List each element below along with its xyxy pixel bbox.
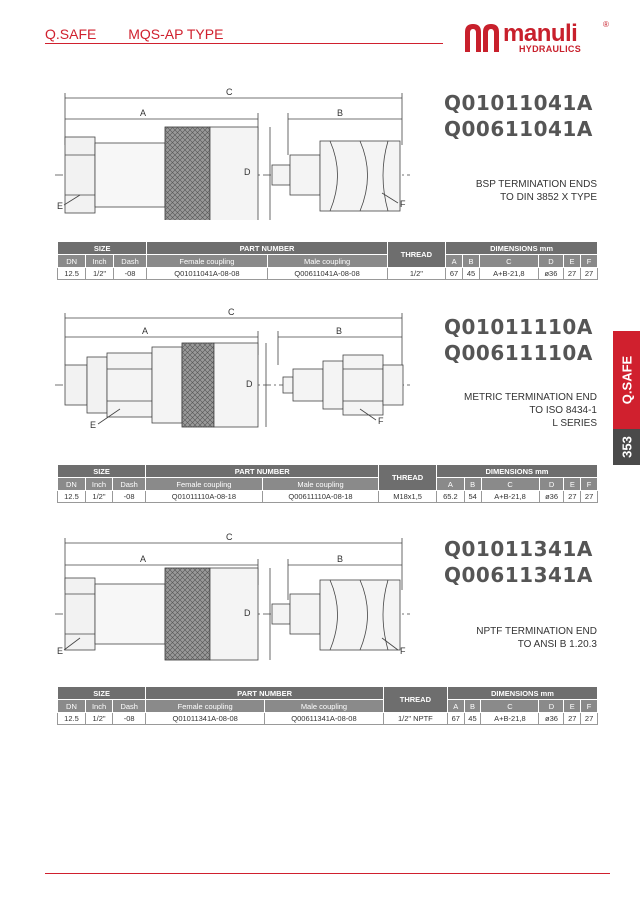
dim-a-label: A xyxy=(140,108,147,118)
side-page-number xyxy=(613,429,640,465)
th-f: F xyxy=(581,478,598,491)
th-d: D xyxy=(538,255,563,268)
cell-c: A+B-21,8 xyxy=(479,268,538,280)
cell-d: ø36 xyxy=(539,713,564,725)
th-b: B xyxy=(464,478,481,491)
manuli-logo xyxy=(463,20,613,56)
th-part-number: PART NUMBER xyxy=(147,242,387,255)
section1-desc-line: BSP TERMINATION ENDS xyxy=(475,179,597,190)
logo-sub: HYDRAULICS xyxy=(519,44,582,54)
th-dn: DN xyxy=(58,700,86,713)
th-thread: THREAD xyxy=(383,687,447,713)
th-size: SIZE xyxy=(58,687,146,700)
section1-desc xyxy=(476,178,597,204)
th-e: E xyxy=(564,700,581,713)
cell-male: Q00611110A-08-18 xyxy=(262,491,379,503)
footer-rule xyxy=(45,873,610,874)
cell-f: 27 xyxy=(581,491,598,503)
th-dash: Dash xyxy=(113,700,146,713)
th-inch: Inch xyxy=(85,700,112,713)
page-number: 353 xyxy=(619,436,634,458)
cell-female: Q01011041A-08-08 xyxy=(147,268,267,280)
section3-desc-line: TO ANSI B 1.20.3 xyxy=(517,639,597,650)
th-b: B xyxy=(464,700,481,713)
table-row xyxy=(58,268,598,280)
th-a: A xyxy=(446,255,463,268)
dim-f-label: F xyxy=(400,646,406,656)
th-part-number: PART NUMBER xyxy=(146,687,384,700)
section3-table xyxy=(57,686,598,725)
header-rule xyxy=(45,43,443,44)
section2-table xyxy=(57,464,598,503)
cell-a: 67 xyxy=(447,713,464,725)
section3-code-male: Q00611341A xyxy=(444,563,593,587)
cell-dn: 12.5 xyxy=(58,491,86,503)
th-inch: Inch xyxy=(85,478,112,491)
cell-dash: -08 xyxy=(113,491,146,503)
th-male: Male coupling xyxy=(265,700,384,713)
cell-male: Q00611341A-08-08 xyxy=(265,713,384,725)
dim-e-label: E xyxy=(90,420,97,430)
section3-codes xyxy=(444,536,593,588)
section1-desc-line: TO DIN 3852 X TYPE xyxy=(500,192,597,203)
th-part-number: PART NUMBER xyxy=(146,465,379,478)
cell-e: 27 xyxy=(564,491,581,503)
header-type: MQS-AP TYPE xyxy=(128,26,224,42)
cell-c: A+B-21,8 xyxy=(481,491,539,503)
manuli-mark-icon xyxy=(463,22,503,54)
section1-codes xyxy=(444,90,593,142)
section1-code-female: Q01011041A xyxy=(444,91,593,115)
th-a: A xyxy=(447,700,464,713)
th-size: SIZE xyxy=(58,465,146,478)
section2-desc-line: METRIC TERMINATION END xyxy=(464,392,597,403)
side-tab-label: Q.SAFE xyxy=(619,355,634,405)
dim-c-label: C xyxy=(228,307,235,317)
section1-drawing xyxy=(0,85,420,220)
th-e: E xyxy=(564,255,581,268)
header-brand: Q.SAFE xyxy=(45,26,97,42)
th-male: Male coupling xyxy=(267,255,387,268)
th-dimensions: DIMENSIONS mm xyxy=(436,465,597,478)
section3-desc xyxy=(476,625,597,651)
cell-female: Q01011110A-08-18 xyxy=(146,491,263,503)
th-dash: Dash xyxy=(113,255,147,268)
dim-e-label: E xyxy=(57,201,64,211)
section1-table xyxy=(57,241,598,280)
section3-desc-line: NPTF TERMINATION END xyxy=(476,626,597,637)
th-c: C xyxy=(481,478,539,491)
cell-thread: M18x1,5 xyxy=(379,491,437,503)
th-dimensions: DIMENSIONS mm xyxy=(447,687,597,700)
section2-codes xyxy=(444,314,593,366)
th-b: B xyxy=(463,255,480,268)
th-dash: Dash xyxy=(113,478,146,491)
page-header xyxy=(45,26,223,42)
section2-desc xyxy=(464,391,597,430)
side-tab xyxy=(613,331,640,429)
th-dn: DN xyxy=(58,255,86,268)
cell-inch: 1/2" xyxy=(85,713,112,725)
dim-e-label: E xyxy=(57,646,64,656)
table-row xyxy=(58,713,598,725)
cell-female: Q01011341A-08-08 xyxy=(146,713,265,725)
dim-d-label: D xyxy=(244,167,251,177)
section1-code-male: Q00611041A xyxy=(444,117,593,141)
dim-f-label: F xyxy=(400,199,406,209)
cell-d: ø36 xyxy=(539,491,564,503)
cell-f: 27 xyxy=(581,713,598,725)
section2-drawing xyxy=(0,305,420,440)
dim-c-label: C xyxy=(226,87,233,97)
cell-c: A+B-21,8 xyxy=(481,713,539,725)
cell-b: 45 xyxy=(464,713,481,725)
cell-dash: -08 xyxy=(113,268,147,280)
dim-d-label: D xyxy=(246,379,253,389)
section2-code-male: Q00611110A xyxy=(444,341,593,365)
cell-a: 67 xyxy=(446,268,463,280)
logo-word: manuli xyxy=(503,20,578,47)
th-thread: THREAD xyxy=(379,465,437,491)
cell-dn: 12.5 xyxy=(58,713,86,725)
cell-male: Q00611041A-08-08 xyxy=(267,268,387,280)
th-f: F xyxy=(581,700,598,713)
th-dimensions: DIMENSIONS mm xyxy=(446,242,598,255)
th-a: A xyxy=(436,478,464,491)
dim-a-label: A xyxy=(142,326,149,336)
th-inch: Inch xyxy=(86,255,114,268)
th-d: D xyxy=(539,700,564,713)
th-female: Female coupling xyxy=(147,255,267,268)
cell-b: 54 xyxy=(464,491,481,503)
section2-code-female: Q01011110A xyxy=(444,315,593,339)
cell-inch: 1/2" xyxy=(85,491,112,503)
dim-b-label: B xyxy=(337,108,344,118)
cell-inch: 1/2" xyxy=(86,268,114,280)
th-c: C xyxy=(481,700,539,713)
th-size: SIZE xyxy=(58,242,147,255)
th-dn: DN xyxy=(58,478,86,491)
cell-a: 65.2 xyxy=(436,491,464,503)
cell-e: 27 xyxy=(564,713,581,725)
th-c: C xyxy=(479,255,538,268)
section3-code-female: Q01011341A xyxy=(444,537,593,561)
dim-f-label: F xyxy=(378,416,384,426)
dim-d-label: D xyxy=(244,608,251,618)
dim-b-label: B xyxy=(336,326,343,336)
cell-d: ø36 xyxy=(538,268,563,280)
cell-dash: -08 xyxy=(113,713,146,725)
th-f: F xyxy=(580,255,597,268)
th-female: Female coupling xyxy=(146,478,263,491)
cell-dn: 12.5 xyxy=(58,268,86,280)
dim-b-label: B xyxy=(337,554,344,564)
section3-drawing xyxy=(0,530,420,665)
th-male: Male coupling xyxy=(262,478,379,491)
section2-desc-line: TO ISO 8434-1 xyxy=(529,405,597,416)
logo-reg: ® xyxy=(603,20,609,29)
th-female: Female coupling xyxy=(146,700,265,713)
th-thread: THREAD xyxy=(387,242,445,268)
dim-a-label: A xyxy=(140,554,147,564)
cell-e: 27 xyxy=(564,268,581,280)
th-d: D xyxy=(539,478,564,491)
table-row xyxy=(58,491,598,503)
cell-thread: 1/2" xyxy=(387,268,445,280)
th-e: E xyxy=(564,478,581,491)
cell-f: 27 xyxy=(580,268,597,280)
cell-thread: 1/2" NPTF xyxy=(383,713,447,725)
section2-desc-line: L SERIES xyxy=(552,418,597,429)
dim-c-label: C xyxy=(226,532,233,542)
cell-b: 45 xyxy=(463,268,480,280)
